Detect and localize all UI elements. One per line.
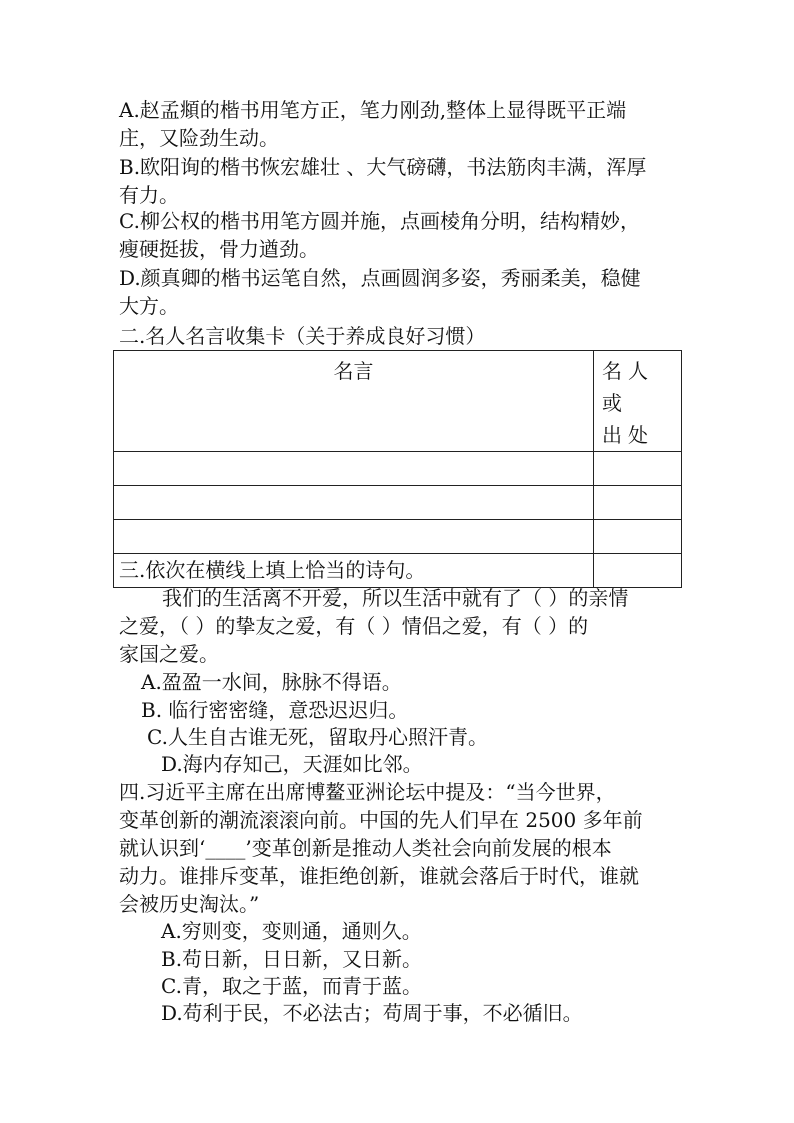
q1-option-d-line2: 大方。: [119, 294, 179, 318]
header-author-line1: 名人或: [602, 359, 654, 415]
section4-option-d: D.苟利于民，不必法古；苟周于事，不必循旧。: [161, 1001, 583, 1025]
q1-option-c-line1: C.柳公权的楷书用笔方圆并施，点画棱角分明，结构精妙，: [119, 209, 640, 233]
section3-para-line1: 我们的生活离不开爱，所以生活中就有了（ ）的亲情: [162, 586, 629, 610]
q1-option-b-line2: 有力。: [119, 183, 179, 207]
q1-option-b-line1: B.欧阳询的楷书恢宏雄壮 、大气磅礴，书法筋肉丰满，浑厚: [119, 155, 647, 179]
q1-option-d-line1: D.颜真卿的楷书运笔自然，点画圆润多姿，秀丽柔美，稳健: [119, 266, 641, 290]
header-author: [594, 351, 682, 452]
table-row: [114, 452, 682, 486]
quote-cell[interactable]: [114, 520, 594, 554]
section3-option-a: A.盈盈一水间，脉脉不得语。: [141, 670, 402, 694]
section3-option-b: B. 临行密密缝，意恐迟迟归。: [141, 698, 409, 722]
section4-option-b: B.苟日新，日日新，又日新。: [161, 947, 423, 971]
section4-line2: 变革创新的潮流滚滚向前。中国的先人们早在 2500 多年前: [119, 808, 643, 832]
section3-title: 三.依次在横线上填上恰当的诗句。: [119, 558, 426, 582]
section4-line3: 就认识到‘____’变革创新是推动人类社会向前发展的根本: [119, 836, 612, 860]
section3-option-c: C.人生自古谁无死，留取丹心照汗青。: [147, 725, 488, 749]
quote-collection-table: [113, 350, 682, 588]
author-cell[interactable]: [594, 554, 682, 588]
quote-cell[interactable]: [114, 452, 594, 486]
section3-para-line2: 之爱，（ ）的挚友之爱，有（ ）情侣之爱，有（ ）的: [119, 614, 589, 638]
table-row: [114, 520, 682, 554]
q1-option-a-line1: A.赵孟頫的楷书用笔方正，笔力刚劲,整体上显得既平正端: [119, 98, 627, 122]
section2-title: 二.名人名言收集卡（关于养成良好习惯）: [119, 324, 486, 348]
section4-line5: 会被历史淘汰。”: [119, 892, 260, 916]
header-quote: 名言: [114, 351, 594, 452]
header-author-line2: 出处: [602, 423, 654, 447]
author-cell[interactable]: [594, 486, 682, 520]
author-cell[interactable]: [594, 520, 682, 554]
section4-option-a: A.穷则变，变则通，通则久。: [161, 919, 422, 943]
section4-line1: 四.习近平主席在出席博鳌亚洲论坛中提及：“当今世界，: [119, 780, 616, 804]
section4-line4: 动力。谁排斥变革，谁拒绝创新，谁就会落后于时代，谁就: [119, 864, 639, 888]
table-row: [114, 486, 682, 520]
quote-cell[interactable]: [114, 486, 594, 520]
author-cell[interactable]: [594, 452, 682, 486]
section4-option-c: C.青，取之于蓝，而青于蓝。: [161, 974, 422, 998]
section3-para-line3: 家国之爱。: [119, 642, 219, 666]
q1-option-a-line2: 庄，又险劲生动。: [119, 126, 279, 150]
section3-option-d: D.海内存知己，天涯如比邻。: [161, 752, 423, 776]
q1-option-c-line2: 瘦硬挺拔，骨力遒劲。: [119, 237, 319, 261]
